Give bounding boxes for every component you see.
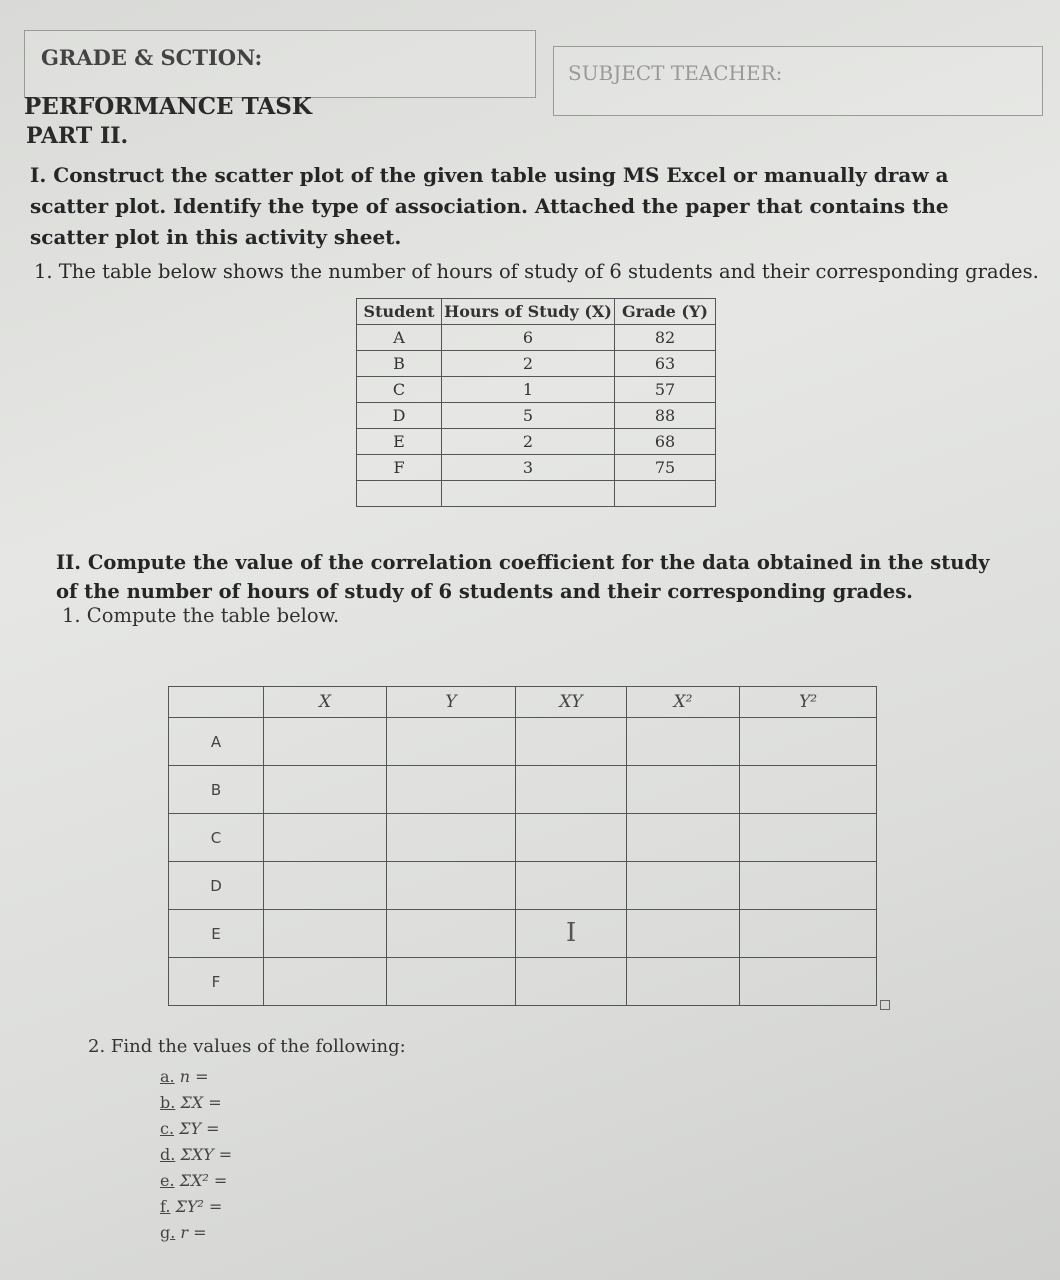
x-cell[interactable] bbox=[264, 718, 387, 766]
hours-cell: 6 bbox=[442, 325, 615, 351]
y2-cell[interactable] bbox=[740, 910, 877, 958]
table-header: Hours of Study (X) bbox=[442, 299, 615, 325]
grade-cell: 63 bbox=[615, 351, 716, 377]
grade-cell: 68 bbox=[615, 429, 716, 455]
xy-cell[interactable] bbox=[516, 718, 627, 766]
table-row bbox=[357, 429, 716, 455]
y2-cell[interactable] bbox=[740, 766, 877, 814]
y-cell[interactable] bbox=[387, 766, 516, 814]
table-row bbox=[357, 325, 716, 351]
x2-cell[interactable] bbox=[627, 814, 740, 862]
xy-cell[interactable] bbox=[516, 862, 627, 910]
list-item: a. n = bbox=[160, 1067, 209, 1086]
values-list bbox=[160, 1064, 232, 1246]
xy-cell[interactable] bbox=[516, 814, 627, 862]
student-cell: E bbox=[357, 429, 442, 455]
table-header: Y bbox=[387, 687, 516, 718]
part1-instruction: I. Construct the scatter plot of the given table using MS Excel or manually draw a scatter plot. Identify the type of association. Attached the paper that contains the scatter plot in this activity sheet. bbox=[30, 163, 949, 249]
table-row bbox=[169, 718, 877, 766]
table-row bbox=[169, 862, 877, 910]
y2-cell[interactable] bbox=[740, 862, 877, 910]
x-cell[interactable] bbox=[264, 766, 387, 814]
part2-instruction: II. Compute the value of the correlation coefficient for the data obtained in the study of the number of hours of study of 6 students and their corresponding grades. bbox=[56, 551, 990, 603]
student-cell: A bbox=[357, 325, 442, 351]
x2-cell[interactable] bbox=[627, 862, 740, 910]
grade-section-field[interactable] bbox=[24, 30, 536, 98]
y-cell[interactable] bbox=[387, 862, 516, 910]
list-item: f. ΣY² = bbox=[160, 1197, 223, 1216]
empty-cell bbox=[442, 481, 615, 507]
subject-teacher-field[interactable] bbox=[553, 46, 1043, 116]
subject-teacher-label: SUBJECT TEACHER: bbox=[568, 61, 783, 85]
x-cell[interactable] bbox=[264, 814, 387, 862]
list-item: b. ΣX = bbox=[160, 1093, 222, 1112]
list-item: g. r = bbox=[160, 1223, 207, 1242]
list-item: e. ΣX² = bbox=[160, 1171, 228, 1190]
list-item: d. ΣXY = bbox=[160, 1145, 233, 1164]
y2-cell[interactable] bbox=[740, 814, 877, 862]
checkbox-icon bbox=[880, 1000, 890, 1010]
table-row bbox=[357, 403, 716, 429]
x2-cell[interactable] bbox=[627, 910, 740, 958]
x-cell[interactable] bbox=[264, 862, 387, 910]
computation-table bbox=[168, 686, 877, 1006]
table-header: Student bbox=[357, 299, 442, 325]
hours-cell: 2 bbox=[442, 429, 615, 455]
x-cell[interactable] bbox=[264, 958, 387, 1006]
xy-cell[interactable] bbox=[516, 958, 627, 1006]
x2-cell[interactable] bbox=[627, 958, 740, 1006]
xy-cell[interactable] bbox=[516, 766, 627, 814]
text-cursor-icon: I bbox=[566, 918, 577, 948]
y2-cell[interactable] bbox=[740, 958, 877, 1006]
table-header: X bbox=[264, 687, 387, 718]
y2-cell[interactable] bbox=[740, 718, 877, 766]
grade-section-label: GRADE & SCTION: bbox=[41, 45, 263, 70]
table-header: Grade (Y) bbox=[615, 299, 716, 325]
part-heading: PART II. bbox=[26, 123, 129, 149]
hours-cell: 5 bbox=[442, 403, 615, 429]
hours-cell: 3 bbox=[442, 455, 615, 481]
y-cell[interactable] bbox=[387, 814, 516, 862]
row-label: E bbox=[169, 910, 264, 958]
x2-cell[interactable] bbox=[627, 718, 740, 766]
empty-cell bbox=[357, 481, 442, 507]
table-row bbox=[169, 910, 877, 958]
performance-task-heading: PERFORMANCE TASK bbox=[24, 93, 312, 120]
x-cell[interactable] bbox=[264, 910, 387, 958]
table-row bbox=[169, 814, 877, 862]
row-label: F bbox=[169, 958, 264, 1006]
grade-cell: 75 bbox=[615, 455, 716, 481]
table-header: X² bbox=[627, 687, 740, 718]
part2-question2: 2. Find the values of the following: bbox=[88, 1036, 406, 1057]
table-row bbox=[357, 351, 716, 377]
grade-cell: 57 bbox=[615, 377, 716, 403]
student-cell: B bbox=[357, 351, 442, 377]
row-label: D bbox=[169, 862, 264, 910]
table-header: XY bbox=[516, 687, 627, 718]
y-cell[interactable] bbox=[387, 910, 516, 958]
x2-cell[interactable] bbox=[627, 766, 740, 814]
student-cell: C bbox=[357, 377, 442, 403]
row-label: C bbox=[169, 814, 264, 862]
table-header bbox=[169, 687, 264, 718]
grade-cell: 88 bbox=[615, 403, 716, 429]
table-row-empty bbox=[357, 481, 716, 507]
hours-grade-table bbox=[356, 298, 716, 507]
row-label: A bbox=[169, 718, 264, 766]
empty-cell bbox=[615, 481, 716, 507]
hours-cell: 1 bbox=[442, 377, 615, 403]
list-item: c. ΣY = bbox=[160, 1119, 220, 1138]
table-header: Y² bbox=[740, 687, 877, 718]
table-row bbox=[357, 455, 716, 481]
part1-question: 1. The table below shows the number of hours of study of 6 students and their corresponding grades. bbox=[34, 260, 1039, 283]
y-cell[interactable] bbox=[387, 718, 516, 766]
table-row bbox=[169, 958, 877, 1006]
table-row bbox=[169, 766, 877, 814]
row-label: B bbox=[169, 766, 264, 814]
hours-cell: 2 bbox=[442, 351, 615, 377]
y-cell[interactable] bbox=[387, 958, 516, 1006]
student-cell: D bbox=[357, 403, 442, 429]
table-row bbox=[357, 377, 716, 403]
part2-question1: 1. Compute the table below. bbox=[62, 604, 340, 627]
student-cell: F bbox=[357, 455, 442, 481]
grade-cell: 82 bbox=[615, 325, 716, 351]
